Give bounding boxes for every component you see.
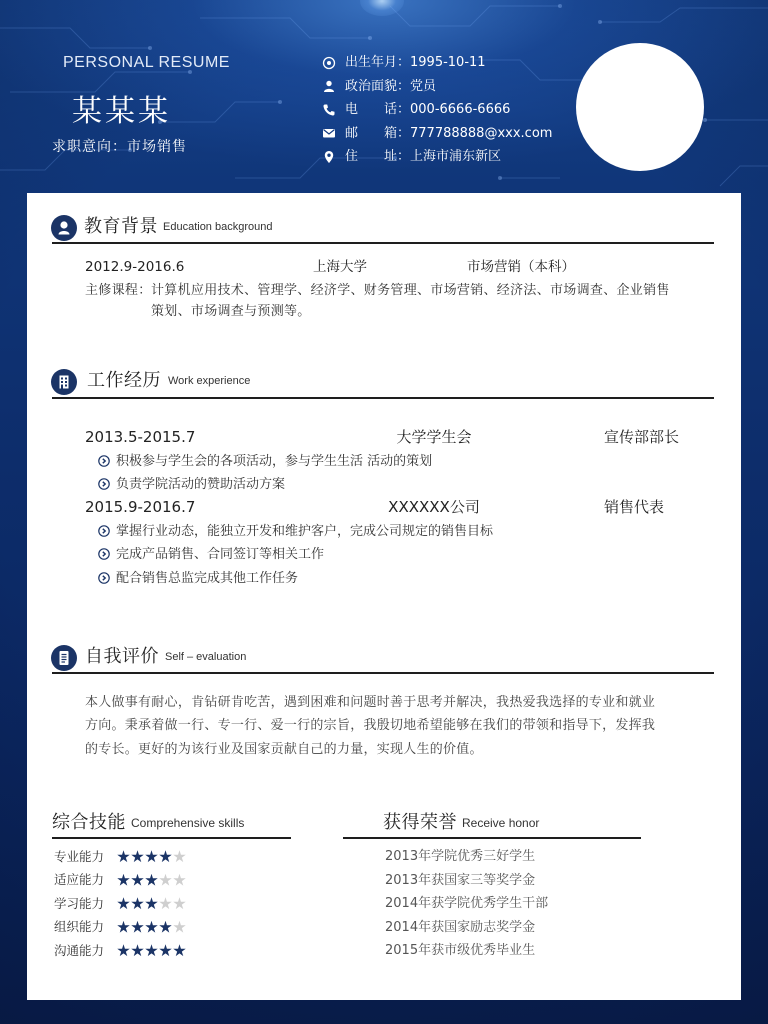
star-icon: [159, 921, 172, 934]
star-icon: [173, 921, 186, 934]
document-icon: [51, 645, 77, 671]
star-icon: [117, 897, 130, 910]
skill-rating: [117, 874, 187, 887]
candidate-name: 某某某: [72, 94, 171, 129]
skill-rating: [117, 944, 187, 957]
star-icon: [145, 921, 158, 934]
info-value: 党员: [410, 78, 437, 94]
self-eval-title-en: Self – evaluation: [165, 651, 247, 663]
education-period: 2012.9-2016.6: [85, 259, 185, 275]
job-duty: 配合销售总监完成其他工作任务: [116, 570, 299, 586]
person-icon: [322, 79, 336, 93]
self-eval-line: 方向。秉承着做一行、专一行、爱一行的宗旨，我殷切地希望能够在我们的带领和指导下，发挥我: [85, 717, 656, 733]
self-eval-title: 自我评价: [85, 646, 159, 667]
skills-title: 综合技能: [52, 812, 126, 833]
honor-item: 2013年获国家三等奖学金: [385, 872, 536, 888]
mail-icon: [322, 126, 336, 140]
honor-item: 2014年获学院优秀学生干部: [385, 896, 549, 912]
info-row-birth: [322, 51, 552, 75]
info-label: 出生年月：: [345, 55, 411, 71]
star-icon: [131, 921, 144, 934]
info-label: 邮 箱：: [345, 125, 411, 141]
star-icon: [131, 944, 144, 957]
job-period: 2013.5-2015.7: [85, 427, 196, 446]
skill-name: 专业能力: [54, 848, 105, 864]
job-organization: XXXXXX公司: [388, 497, 480, 516]
work-title: 工作经历: [87, 370, 161, 391]
skill-name: 适应能力: [54, 872, 105, 887]
building-icon: [51, 369, 77, 395]
skill-row: [54, 939, 187, 963]
resume-subtitle: PERSONAL RESUME: [63, 54, 230, 71]
photo-placeholder: [576, 43, 704, 171]
self-eval-divider: [52, 672, 714, 674]
education-school: 上海大学: [313, 259, 367, 275]
star-icon: [145, 944, 158, 957]
education-divider: [52, 242, 714, 244]
star-icon: [117, 921, 130, 934]
info-row-phone: [322, 98, 552, 122]
location-icon: [322, 150, 336, 164]
info-row-email: [322, 122, 552, 146]
star-icon: [131, 874, 144, 887]
star-icon: [159, 897, 172, 910]
honors-list: [385, 845, 548, 963]
star-icon: [117, 874, 130, 887]
star-icon: [145, 897, 158, 910]
honors-divider: [343, 837, 641, 839]
info-label: 电 话：: [345, 102, 411, 118]
courses-label: 主修课程：: [85, 282, 152, 298]
education-title: 教育背景: [84, 216, 158, 237]
job-period: 2015.9-2016.7: [85, 497, 196, 516]
star-icon: [145, 874, 158, 887]
star-icon: [173, 874, 186, 887]
star-icon: [173, 944, 186, 957]
honor-item: 2015年获市级优秀毕业生: [385, 943, 536, 959]
target-icon: [322, 56, 336, 70]
skill-row: [54, 845, 187, 869]
work-title-en: Work experience: [168, 375, 251, 387]
skill-row: [54, 869, 187, 893]
skills-title-en: Comprehensive skills: [131, 816, 245, 830]
skill-rating: [117, 850, 187, 863]
self-eval-line: 的专长。更好的为该行业及国家贡献自己的力量，实现人生的价值。: [85, 741, 483, 757]
info-label: 政治面貌：: [345, 78, 411, 94]
skill-rating: [117, 921, 187, 934]
skill-name: 组织能力: [54, 919, 105, 934]
info-label: 住 址：: [345, 149, 411, 165]
info-value: 1995-10-11: [410, 55, 486, 71]
star-icon: [117, 944, 130, 957]
honors-title-en: Receive honor: [462, 816, 540, 830]
info-value: 上海市浦东新区: [410, 149, 502, 165]
skill-rating: [117, 897, 187, 910]
job-role: 宣传部部长: [604, 427, 680, 446]
education-major: 市场营销（本科）: [467, 259, 575, 275]
job-duty: 掌握行业动态，能独立开发和维护客户，完成公司规定的销售目标: [116, 523, 494, 539]
info-value: 000-6666-6666: [410, 102, 511, 118]
info-row-political: [322, 75, 552, 99]
work-divider: [52, 397, 714, 399]
star-icon: [159, 874, 172, 887]
personal-info-list: [322, 51, 552, 169]
info-row-address: [322, 145, 552, 169]
education-title-en: Education background: [163, 221, 273, 233]
skills-list: [54, 845, 187, 963]
arrow-circle-icon: [98, 572, 110, 584]
courses-line: 策划、市场调查与预测等。: [151, 303, 311, 319]
skill-row: [54, 892, 187, 916]
skills-divider: [52, 837, 291, 839]
star-icon: [131, 897, 144, 910]
honors-title: 获得荣誉: [383, 812, 457, 833]
honor-item: 2014年获国家励志奖学金: [385, 919, 536, 935]
job-duty: 积极参与学生会的各项活动，参与学生生活 活动的策划: [116, 453, 433, 469]
star-icon: [173, 897, 186, 910]
job-role: 销售代表: [604, 497, 665, 516]
self-eval-line: 本人做事有耐心，肯钻研肯吃苦，遇到困难和问题时善于思考并解决，我热爱我选择的专业和就业: [85, 694, 656, 710]
arrow-circle-icon: [98, 548, 110, 560]
star-icon: [173, 850, 186, 863]
arrow-circle-icon: [98, 455, 110, 467]
graduate-person-icon: [51, 215, 77, 241]
arrow-circle-icon: [98, 478, 110, 490]
info-value: 777788888@xxx.com: [410, 125, 553, 141]
star-icon: [145, 850, 158, 863]
arrow-circle-icon: [98, 525, 110, 537]
skill-name: 学习能力: [54, 895, 105, 911]
job-objective: 求职意向：市场销售: [52, 139, 187, 155]
phone-icon: [322, 103, 336, 117]
star-icon: [159, 944, 172, 957]
job-duty: 完成产品销售、合同签订等相关工作: [116, 546, 325, 562]
star-icon: [117, 850, 130, 863]
star-icon: [131, 850, 144, 863]
skill-row: [54, 916, 187, 940]
job-duty: 负责学院活动的赞助活动方案: [116, 476, 286, 492]
skill-name: 沟通能力: [54, 942, 105, 958]
job-organization: 大学学生会: [396, 427, 472, 446]
courses-line: 计算机应用技术、管理学、经济学、财务管理、市场营销、经济法、市场调查、企业销售: [151, 282, 670, 298]
star-icon: [159, 850, 172, 863]
honor-item: 2013年学院优秀三好学生: [385, 849, 536, 865]
